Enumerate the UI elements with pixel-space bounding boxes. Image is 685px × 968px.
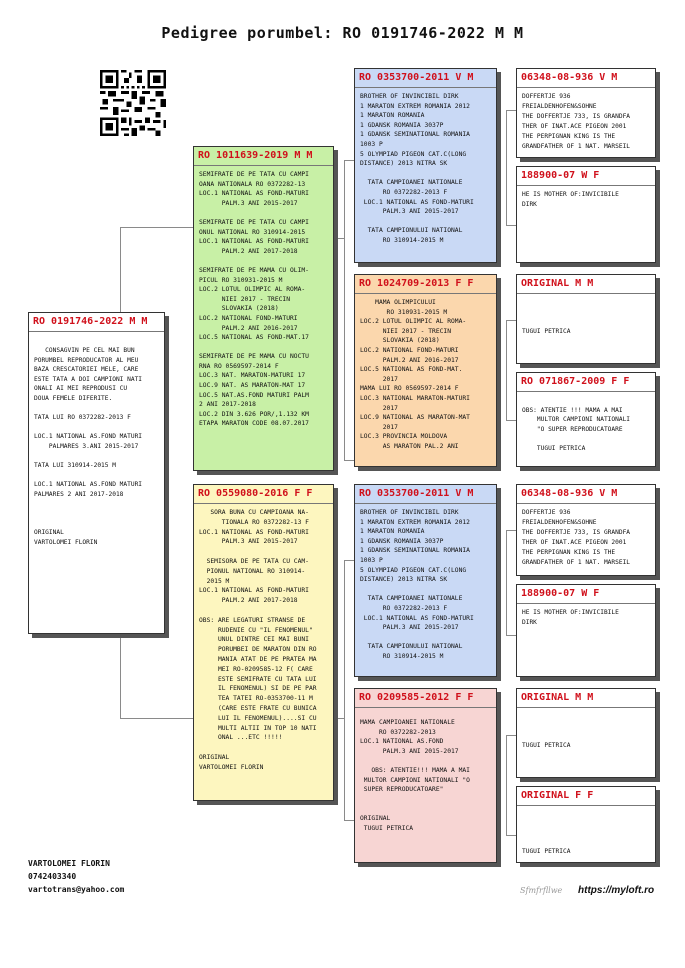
connector-line — [344, 820, 354, 821]
owner-contact — [28, 857, 124, 896]
connector-line — [120, 718, 194, 719]
connector-line — [506, 530, 516, 531]
pigeon-notes: BROTHER OF INVINCIBIL DIRK 1 MARATON EXTREM ROMANIA 2012 1 MARATON ROMANIA 1 GDANSK ROMANIA 3037P 1 GDANSK SEMINATIONAL ROMANIA 1003 P 5 OLYMPIAD PIGEON CAT.C(LONG DISTANCE) 2013 NITRA SK TATA CAMPIOANEI NATIONALE RO 0372282-2013 F LOC.1 NATIONAL AS FOND-MATURI PALM.3 ANI 2015-2017 TATA CAMPIONULUI NATIONAL RO 310914-2015 M — [360, 93, 474, 244]
pigeon-card-ssd[interactable] — [516, 166, 656, 263]
qr-code[interactable] — [100, 70, 166, 136]
pigeon-notes: TUGUI PETRICA — [522, 741, 571, 749]
connector-line — [506, 320, 516, 321]
pigeon-notes: DOFFERTJE 936 FREIALDENHOFEN&SOHNE THE DOFFERTJE 733, IS GRANDFA THER OF INAT.ACE PIGEON 2001 THE PERPIGNAN KING IS THE GRANDFATHER OF 1 NAT. MARSEIL — [522, 93, 631, 150]
owner-name: VARTOLOMEI FLORIN — [28, 859, 110, 868]
pigeon-notes: SEMIFRATE DE PE TATA CU CAMPI OANA NATIONALA RO 0372282-13 LOC.1 NATIONAL AS FOND-MATURI PALM.3 ANI 2015-2017 SEMIFRATE DE PE TATA CU CAMPI ONUL NATIONAL RO 310914-2015 LOC.1 NATIONAL AS FOND-MATURI PALM.2 ANI 2017-2018 SEMIFRATE DE PE MAMA CU OLIM- PICUL RO 310931-2015 M LOC.2 LOTUL OLIMPIC AL ROMA- NIEI 2017 - TRECIN SLOVAKIA (2018) LOC.2 NATIONAL FOND-MATURI PALM.2 ANI 2016-2017 LOC.5 NATIONAL AS FOND-MAT.17 SEMIFRATE DE PE MAMA CU NOCTU RNA RO 0569597-2014 F LOC.3 NAT. MARATON-MATURI 17 LOC.9 NAT. AS MARATON-MAT 17 LOC.5 NAT.AS.FOND MATURI PALM 2 ANI 2017-2018 LOC.2 DIN 3.626 POR/,1.132 KM ETAPA MARATON CODE 08.07.2017 — [199, 171, 309, 428]
connector-line — [506, 835, 516, 836]
pigeon-ring-number: ORIGINAL M M — [517, 275, 655, 294]
connector-line — [344, 160, 345, 460]
pigeon-card-sss[interactable] — [516, 68, 656, 158]
pigeon-notes: HE IS MOTHER OF:INVICIBILE DIRK — [522, 191, 619, 208]
pigeon-ring-number: RO 1024709-2013 F F — [355, 275, 496, 294]
connector-line — [344, 560, 354, 561]
pigeon-notes: SORA BUNA CU CAMPIOANA NA- TIONALA RO 0372282-13 F LOC.1 NATIONAL AS FOND-MATURI PALM.3 ANI 2015-2017 SEMISORA DE PE TATA CU CAM- PIONUL NATIONAL RO 310914- 2015 M LOC.1 NATIONAL AS FOND-MATURI PALM.2 ANI 2017-2018 OBS: ARE LEGATURI STRANSE DE RUDENIE CU "IL FENOMENUL" UNUL DINTRE CEI MAI BUNI PORUMBEI DE MARATON DIN RO MANIA ATAT DE PE PRATEA MA MEI RO-0209585-12 F( CARE ESTE SEMIFRATE CU TATA LUI IL FENOMENUL) SI DE PE PAR TEA TATEI RO-0353700-11 M (CARE ESTE FRATE CU BUNICA LUI IL FENOMENUL)....SI CU MULTI ALTII IN TOP 10 NATI ONAL ...ETC !!!!! ORIGINAL VARTOLOMEI FLORIN — [199, 509, 317, 771]
pigeon-card-dss[interactable] — [516, 484, 656, 576]
pigeon-card-dam-dam[interactable] — [354, 688, 497, 863]
pigeon-notes: DOFFERTJE 936 FREIALDENHOFEN&SOHNE THE DOFFERTJE 733, IS GRANDFA THER OF INAT.ACE PIGEON 2001 THE PERPIGNAN KING IS THE GRANDFATHER OF 1 NAT. MARSEIL — [522, 509, 631, 566]
pigeon-notes: OBS: ATENTIE !!! MAMA A MAI MULTOR CAMPIONI NATIONALI "O SUPER REPRODUCATOARE TUGUI PETRICA — [522, 406, 631, 452]
connector-line — [334, 238, 344, 239]
connector-line — [506, 110, 507, 225]
pigeon-ring-number: RO 1011639-2019 M M — [194, 147, 333, 166]
connector-line — [344, 460, 354, 461]
pigeon-card-sds[interactable] — [516, 274, 656, 364]
connector-line — [344, 160, 354, 161]
pigeon-card-sire[interactable] — [193, 146, 334, 471]
pigeon-ring-number: 188900-07 W F — [517, 167, 655, 186]
pigeon-card-dds[interactable] — [516, 688, 656, 778]
website-link[interactable]: https://myloft.ro — [578, 885, 655, 896]
pigeon-notes: TUGUI PETRICA — [522, 847, 571, 855]
connector-line — [506, 110, 516, 111]
connector-line — [506, 530, 507, 635]
pigeon-ring-number: 188900-07 W F — [517, 585, 655, 604]
pigeon-ring-number: ORIGINAL F F — [517, 787, 655, 806]
pigeon-card-subject[interactable] — [28, 312, 165, 634]
pigeon-ring-number: RO 071867-2009 F F — [517, 373, 655, 392]
pigeon-card-sdd[interactable] — [516, 372, 656, 467]
connector-line — [120, 634, 121, 719]
pigeon-notes: HE IS MOTHER OF:INVICIBILE DIRK — [522, 609, 619, 626]
pigeon-ring-number: RO 0191746-2022 M M — [29, 313, 164, 332]
pigeon-notes: BROTHER OF INVINCIBIL DIRK 1 MARATON EXTREM ROMANIA 2012 1 MARATON ROMANIA 1 GDANSK ROMANIA 3037P 1 GDANSK SEMINATIONAL ROMANIA 1003 P 5 OLYMPIAD PIGEON CAT.C(LONG DISTANCE) 2013 NITRA SK TATA CAMPIOANEI NATIONALE RO 0372282-2013 F LOC.1 NATIONAL AS FOND-MATURI PALM.3 ANI 2015-2017 TATA CAMPIONULUI NATIONAL RO 310914-2015 M — [360, 509, 474, 660]
owner-email[interactable]: vartotrans@yahoo.com — [28, 885, 125, 894]
pigeon-ring-number: RO 0559080-2016 F F — [194, 485, 333, 504]
pigeon-ring-number: RO 0353700-2011 V M — [355, 69, 496, 88]
pigeon-card-dsd[interactable] — [516, 584, 656, 677]
connector-line — [506, 635, 516, 636]
connector-line — [506, 420, 516, 421]
connector-line — [344, 560, 345, 820]
connector-line — [506, 735, 516, 736]
page-title: Pedigree porumbel: RO 0191746-2022 M M — [161, 24, 524, 42]
connector-line — [506, 225, 516, 226]
pigeon-notes: MAMA CAMPIOANEI NATIONALE RO 0372282-2013 LOC.1 NATIONAL AS.FOND PALM.3 ANI 2015-2017 OBS: ATENTIE!!! MAMA A MAI MULTOR CAMPIONI NATIONALI "O SUPER REPRODUCATOARE" ORIGINAL TUGUI PETRICA — [360, 719, 470, 832]
connector-line — [506, 735, 507, 835]
pigeon-ring-number: RO 0353700-2011 V M — [355, 485, 496, 504]
pigeon-card-sire-sire[interactable] — [354, 68, 497, 263]
pigeon-ring-number: 06348-08-936 V M — [517, 69, 655, 88]
pigeon-ring-number: RO 0209585-2012 F F — [355, 689, 496, 708]
owner-phone[interactable]: 0742403340 — [28, 872, 77, 881]
pigeon-ring-number: ORIGINAL M M — [517, 689, 655, 708]
pigeon-card-dam[interactable] — [193, 484, 334, 801]
pigeon-notes: TUGUI PETRICA — [522, 327, 571, 335]
pigeon-card-dam-sire[interactable] — [354, 484, 497, 677]
connector-line — [120, 227, 121, 312]
connector-line — [506, 320, 507, 420]
connector-line — [120, 227, 194, 228]
connector-line — [334, 718, 344, 719]
pigeon-card-ddd[interactable] — [516, 786, 656, 863]
pigeon-card-sire-dam[interactable] — [354, 274, 497, 467]
pigeon-notes: CONSAGVIN PE CEL MAI BUN PORUMBEL REPRODUCATOR AL MEU BAZA CRESCATORIEI MELE, CARE ESTE TATA A DOI CAMPIONI NATI ONALI AI MEI REPRODUSI CU DOUA FEMELE DIFERITE. TATA LUI RO 0372282-2013 F LOC.1 NATIONAL AS.FOND MATURI PALMARES 3.ANI 2015-2017 TATA LUI 310914-2015 M LOC.1 NATIONAL AS.FOND MATURI PALMARES 2 ANI 2017-2018 ORIGINAL VARTOLOMEI FLORIN — [34, 347, 143, 546]
pigeon-notes: MAMA OLIMPICULUI RO 310931-2015 M LOC.2 LOTUL OLIMPIC AL ROMA- NIEI 2017 - TRECIN SLOVAKIA (2018) LOC.2 NATIONAL FOND-MATURI PALM.2 ANI 2016-2017 LOC.5 NATIONAL AS FOND-MAT. 2017 MAMA LUI RO 0569597-2014 F LOC.3 NATIONAL MARATON-MATURI 2017 LOC.9 NATIONAL AS MARATON-MAT 2017 LOC.3 PROVINCIA MOLDOVA AS MARATON PAL.2 ANI — [360, 299, 470, 450]
signature: Sfmfrfllwe — [520, 886, 563, 895]
pigeon-ring-number: 06348-08-936 V M — [517, 485, 655, 504]
